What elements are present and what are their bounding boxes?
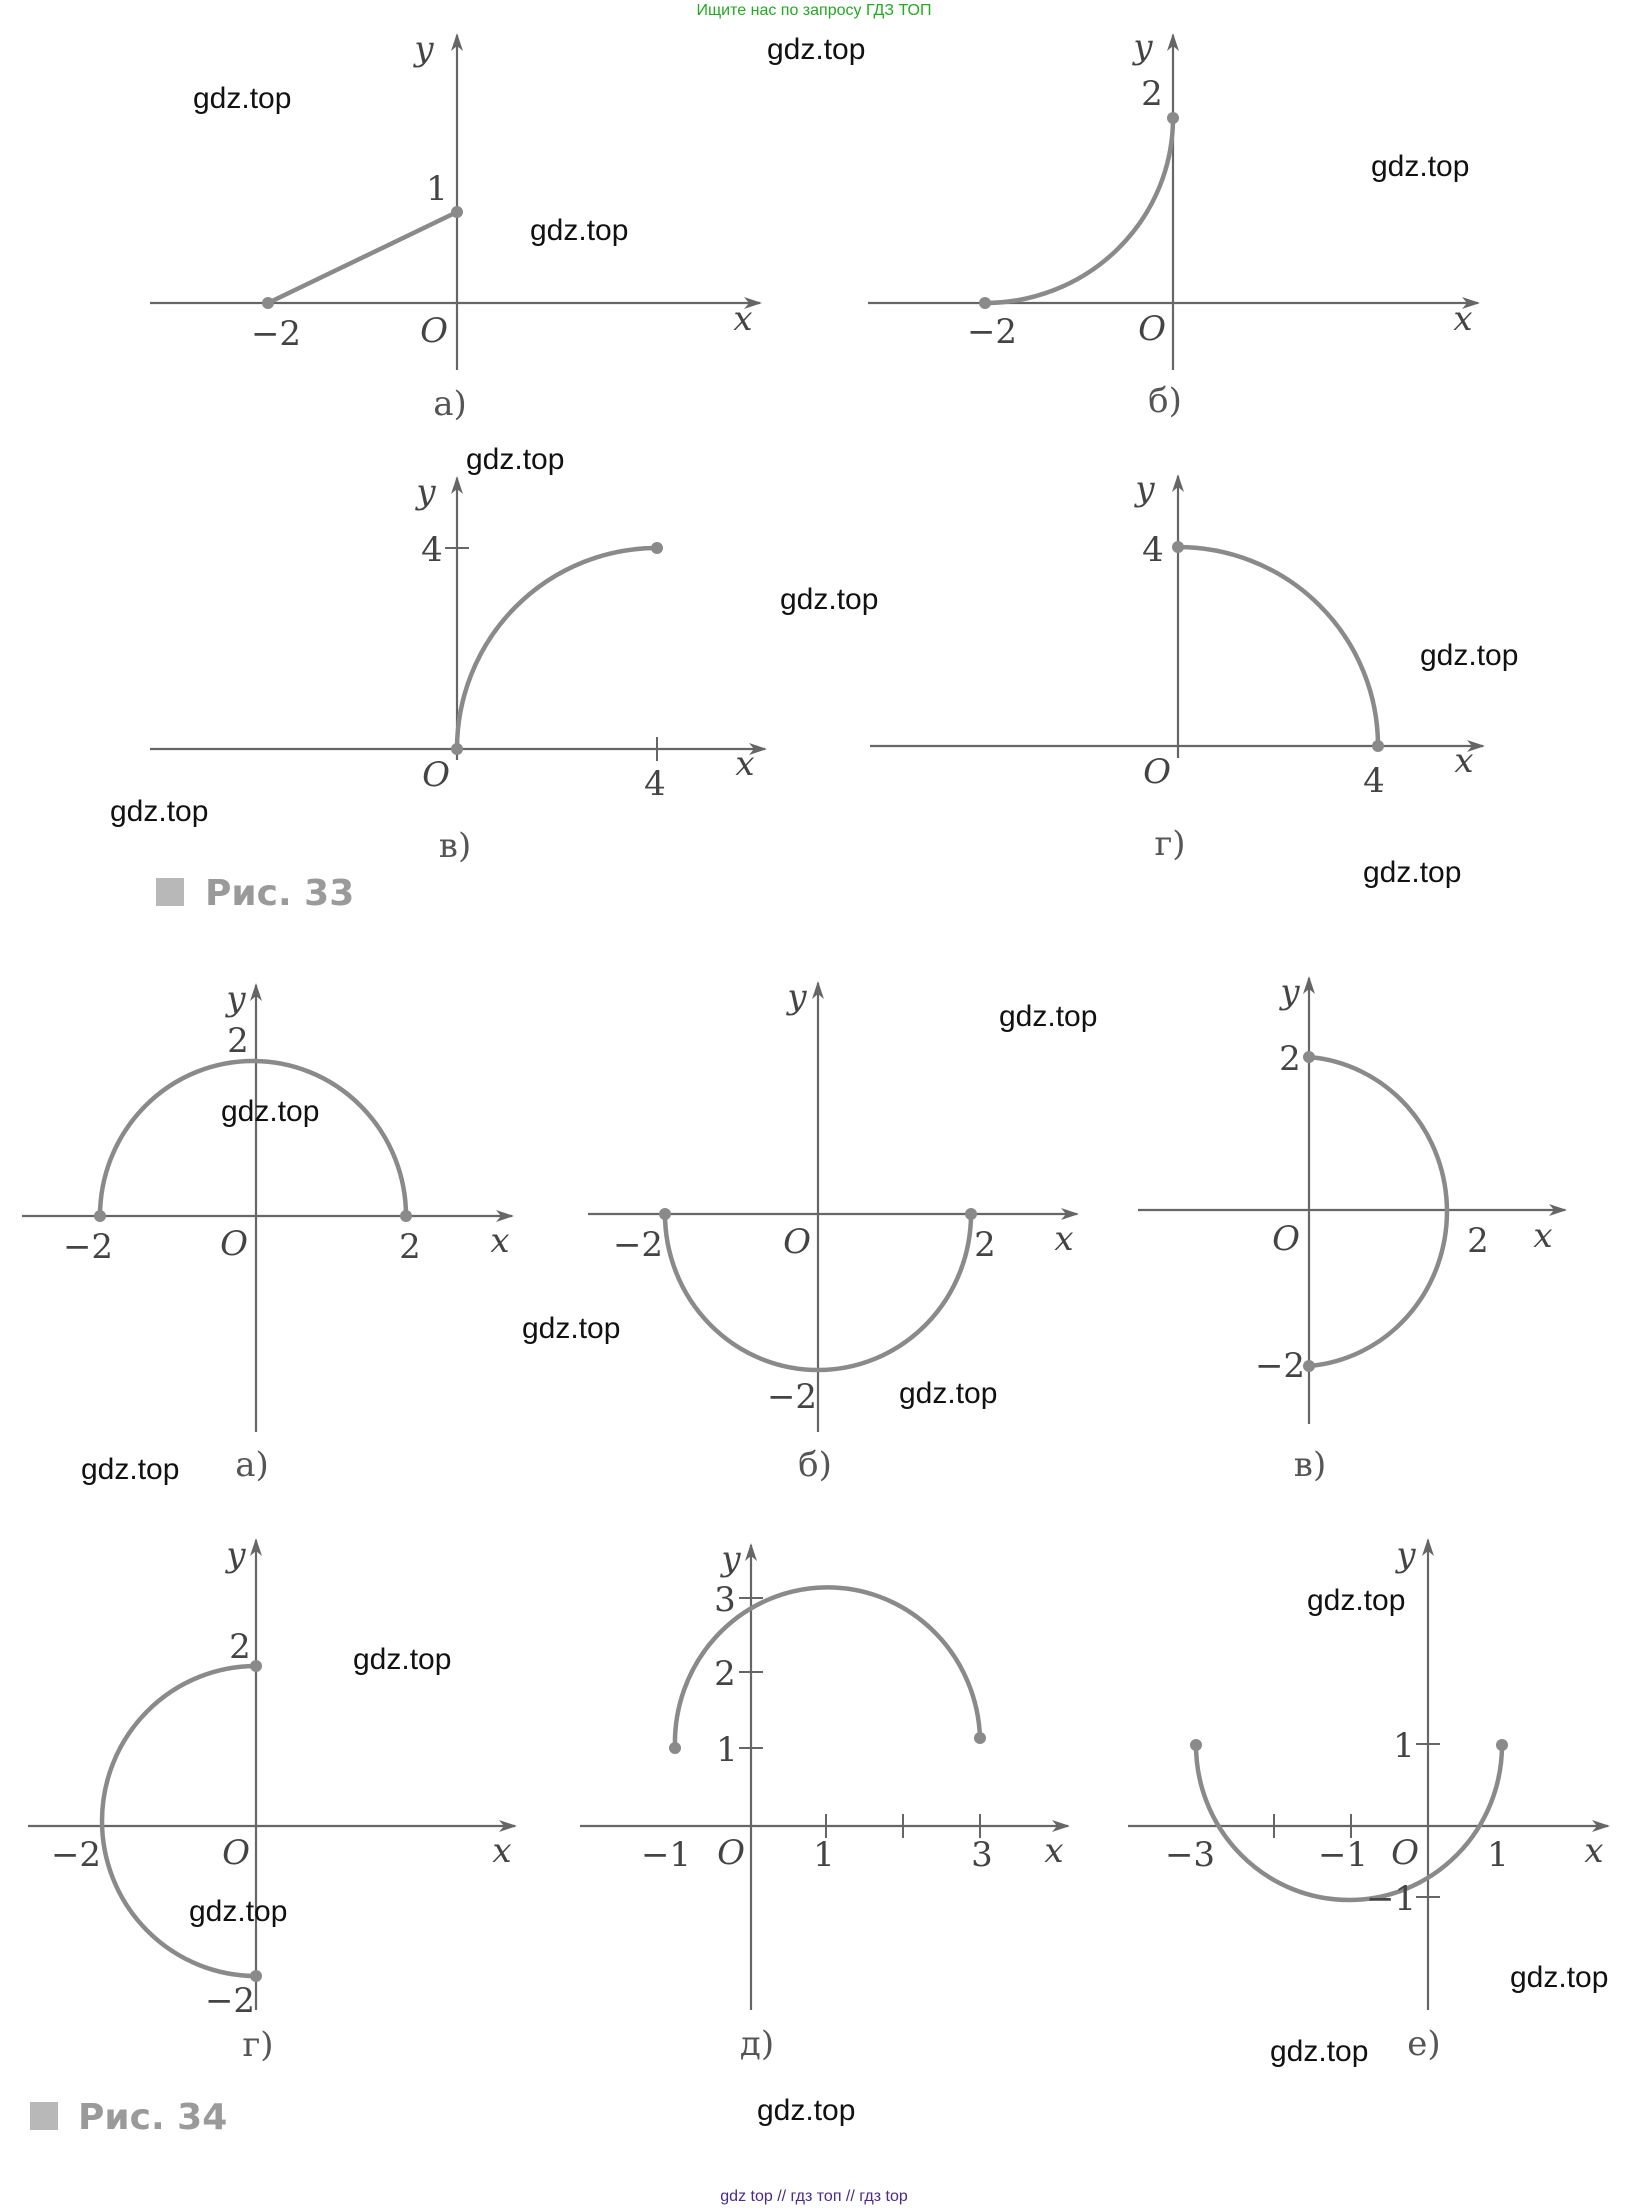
fig33-panel-b: [868, 27, 1478, 421]
panel-label: д): [739, 2024, 775, 2064]
fig33-panel-g: [870, 469, 1483, 864]
point-right: [1496, 1739, 1508, 1751]
graph-arc: [457, 548, 657, 749]
origin-label: O: [222, 1833, 250, 1873]
tick-label-y-2: 2: [1279, 1039, 1301, 1079]
caption-text: Рис. 33: [205, 873, 355, 914]
tick-label-y-2: 2: [714, 1654, 736, 1694]
watermark: gdz.top: [1363, 856, 1462, 889]
figure33-caption: [156, 873, 354, 914]
tick-label-x-2: 2: [1467, 1221, 1489, 1261]
watermark: gdz.top: [1371, 150, 1470, 183]
panel-label: г): [1154, 824, 1186, 864]
y-axis-label: y: [1135, 469, 1155, 509]
point-right: [974, 1732, 986, 1744]
tick-label-x-2: 2: [399, 1227, 421, 1267]
y-axis-label: y: [787, 977, 807, 1017]
point-left: [94, 1210, 106, 1222]
tick-label-y-1: 1: [1393, 1726, 1415, 1766]
tick-label-x-neg2: −2: [50, 1835, 102, 1875]
point-start: [262, 297, 274, 309]
watermark: gdz.top: [522, 1312, 621, 1345]
tick-label-y-3: 3: [714, 1580, 736, 1620]
x-axis-label: x: [1584, 1831, 1604, 1871]
figure34-caption: [30, 2097, 227, 2138]
y-axis-label: y: [721, 1539, 741, 1579]
tick-label-x-neg2: −2: [612, 1225, 664, 1265]
y-axis-label: y: [226, 979, 246, 1019]
panel-label: е): [1407, 2024, 1441, 2064]
graph-semicircle: [102, 1666, 256, 1976]
tick-label-x-neg2: −2: [62, 1227, 114, 1267]
caption-text: Рис. 34: [78, 2097, 228, 2138]
y-axis-label: y: [226, 1535, 246, 1575]
watermark: gdz.top: [110, 795, 209, 828]
watermark: gdz.top: [189, 1895, 288, 1928]
bottom-banner[interactable]: gdz top // гдз топ // гдз top: [720, 2188, 908, 2205]
panel-label: в): [438, 826, 472, 866]
watermark: gdz.top: [353, 1643, 452, 1676]
tick-label-y-4: 4: [1142, 530, 1164, 570]
tick-label-x-1: 1: [1487, 1835, 1509, 1875]
x-axis-label: x: [1453, 299, 1473, 339]
y-axis-label: y: [414, 29, 434, 69]
point-start: [979, 297, 991, 309]
watermark: gdz.top: [193, 82, 292, 115]
x-axis-label: x: [1533, 1216, 1553, 1256]
watermark: gdz.top: [81, 1453, 180, 1486]
graph-arc: [1196, 1745, 1502, 1900]
caption-square-icon: [30, 2102, 58, 2130]
tick-label-x-1: 1: [813, 1835, 835, 1875]
watermark: gdz.top: [221, 1095, 320, 1128]
point-right: [965, 1208, 977, 1220]
watermark: gdz.top: [1510, 1961, 1609, 1994]
y-axis-label: y: [1133, 27, 1153, 67]
point-end: [1167, 112, 1179, 124]
watermark: gdz.top: [780, 583, 879, 616]
point-top: [1303, 1051, 1315, 1063]
watermark: gdz.top: [530, 214, 629, 247]
fig34-panel-d: [580, 1539, 1068, 2064]
panel-label: в): [1293, 1445, 1327, 1485]
x-axis-label: x: [733, 299, 753, 339]
tick-label-y-neg1: −1: [1365, 1879, 1417, 1919]
y-axis-label: y: [416, 472, 436, 512]
origin-label: O: [420, 311, 448, 351]
watermark: gdz.top: [899, 1377, 998, 1410]
point-left: [659, 1208, 671, 1220]
fig34-panel-b: [588, 977, 1077, 1485]
origin-label: O: [220, 1224, 248, 1264]
top-banner[interactable]: Ищите нас по запросу ГДЗ ТОП: [696, 2, 932, 19]
tick-label-x-3: 3: [971, 1835, 993, 1875]
origin-label: O: [1272, 1219, 1300, 1259]
watermark: gdz.top: [757, 2094, 856, 2127]
panel-label: б): [1148, 381, 1182, 421]
x-axis-label: x: [735, 744, 755, 784]
tick-label-y-2: 2: [1141, 74, 1163, 114]
tick-label-y-2: 2: [227, 1021, 249, 1061]
tick-label-x-4: 4: [1363, 761, 1385, 801]
tick-label-y-4: 4: [421, 530, 443, 570]
x-axis-label: x: [1054, 1219, 1074, 1259]
watermark: gdz.top: [767, 33, 866, 66]
tick-label-y-neg2: −2: [204, 1981, 256, 2021]
point-start: [1172, 541, 1184, 553]
tick-label-x-neg1: −1: [640, 1835, 692, 1875]
tick-label-x-neg2: −2: [250, 314, 302, 354]
origin-label: O: [422, 755, 450, 795]
graph-semicircle: [100, 1061, 406, 1216]
fig33-panel-v: [150, 472, 765, 866]
graph-arc: [1178, 547, 1378, 746]
watermark: gdz.top: [1270, 2035, 1369, 2068]
y-axis-label: y: [1280, 972, 1300, 1012]
tick-label-y-1: 1: [426, 169, 448, 209]
point-end: [1372, 740, 1384, 752]
x-axis-label: x: [490, 1221, 510, 1261]
point-right: [400, 1210, 412, 1222]
tick-label-y-neg2: −2: [1254, 1346, 1306, 1386]
watermark: gdz.top: [999, 1000, 1098, 1033]
origin-label: O: [1143, 752, 1171, 792]
point-left: [1190, 1739, 1202, 1751]
tick-label-x-2: 2: [974, 1225, 996, 1265]
tick-label-x-neg1: −1: [1317, 1835, 1369, 1875]
point-start: [451, 743, 463, 755]
panel-label: а): [235, 1445, 269, 1485]
tick-label-x-neg3: −3: [1164, 1835, 1216, 1875]
x-axis-label: x: [492, 1831, 512, 1871]
tick-label-y-2: 2: [229, 1627, 251, 1667]
watermark: gdz.top: [466, 443, 565, 476]
fig34-panel-a: [22, 979, 512, 1485]
origin-label: O: [717, 1833, 745, 1873]
tick-label-y-1: 1: [716, 1730, 738, 1770]
origin-label: O: [783, 1222, 811, 1262]
tick-label-y-neg2: −2: [766, 1377, 818, 1417]
panel-label: г): [242, 2025, 274, 2065]
graph-arc: [985, 118, 1173, 303]
origin-label: O: [1138, 309, 1166, 349]
fig34-panel-v: [1138, 972, 1565, 1485]
x-axis-label: x: [1454, 741, 1474, 781]
point-end: [451, 206, 463, 218]
point-end: [651, 542, 663, 554]
panel-label: а): [433, 384, 467, 424]
fig34-panel-g: [28, 1535, 515, 2065]
graph-segment: [268, 212, 457, 303]
tick-label-x-neg2: −2: [966, 312, 1018, 352]
x-axis-label: x: [1044, 1831, 1064, 1871]
watermark: gdz.top: [1420, 639, 1519, 672]
tick-label-x-4: 4: [644, 764, 666, 804]
panel-label: б): [798, 1445, 832, 1485]
origin-label: O: [1391, 1833, 1419, 1873]
caption-square-icon: [156, 878, 184, 906]
point-left: [669, 1742, 681, 1754]
y-axis-label: y: [1396, 1535, 1416, 1575]
point-top: [250, 1660, 262, 1672]
graph-semicircle: [1309, 1057, 1447, 1366]
watermark: gdz.top: [1307, 1584, 1406, 1617]
